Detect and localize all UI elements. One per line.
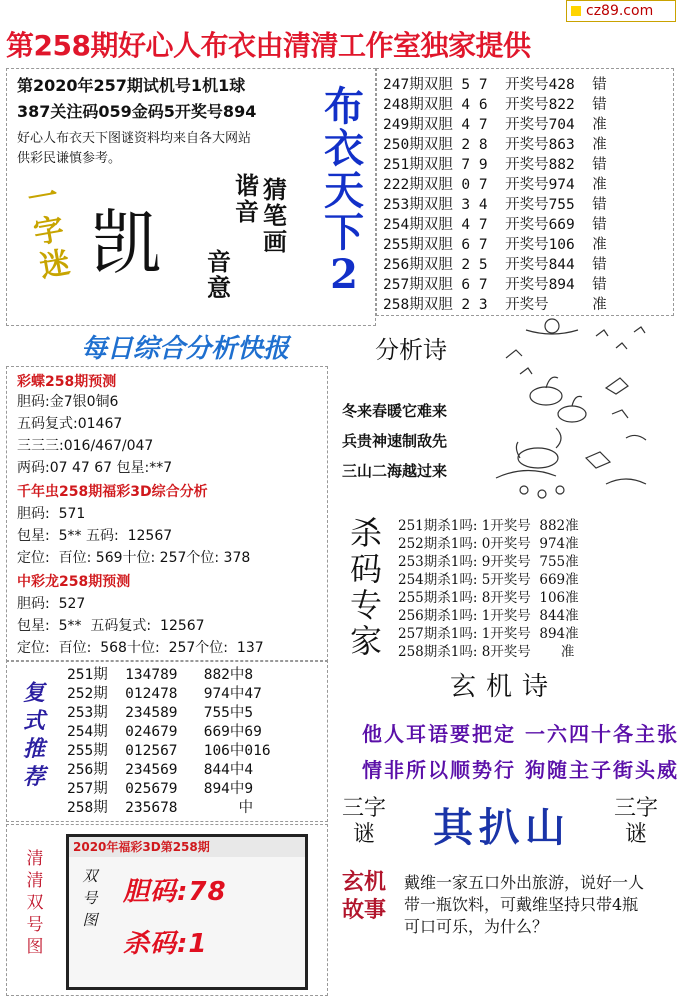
list-item: 251期杀1吗: 1开奖号 882准 xyxy=(398,518,579,534)
riddle-hint-col-1: 猜笔画 xyxy=(263,175,287,256)
fushi-label: 复式推荐 xyxy=(22,681,45,790)
table-row: 258期 235678 中 xyxy=(67,800,254,816)
trial-line-2: 387关注码059金码5开奖号894 xyxy=(17,102,257,121)
table-row: 256期 234569 844中4 xyxy=(67,762,254,778)
three-char-riddle-label-left: 三字谜 xyxy=(341,796,386,847)
list-item: 254期双胆 4 7 开奖号669 错 xyxy=(383,217,607,233)
panel-heading: 2020年福彩3D第258期 xyxy=(69,837,305,857)
story-label: 玄机故事 xyxy=(341,869,386,923)
qiannian-line: 定位: 百位: 569十位: 257个位: 378 xyxy=(17,550,251,566)
kill-expert-list xyxy=(394,512,674,662)
riddle-picture xyxy=(486,318,672,510)
qiannian-title: 千年虫258期福彩3D综合分析 xyxy=(17,484,208,500)
list-item: 255期双胆 6 7 开奖号106 准 xyxy=(383,237,607,253)
table-row: 255期 012567 106中016 xyxy=(67,743,271,759)
double-number-label: 清清双号图 xyxy=(26,849,44,957)
xuanji-line: 情非所以顺势行 狗随主子街头威 xyxy=(362,758,679,782)
caidie-title: 彩蝶258期预测 xyxy=(17,374,117,390)
zhongcai-line: 包星: 5** 五码复式: 12567 xyxy=(17,618,205,634)
zhongcai-line: 胆码: 527 xyxy=(17,596,86,612)
xuanji-poem xyxy=(336,708,679,798)
page-headline: 第258期好心人布衣由清清工作室独家提供 xyxy=(6,29,531,62)
sketch-illustration xyxy=(486,318,672,510)
riddle-hint-col-2: 谐音 xyxy=(235,171,259,226)
trial-line-1: 第2020年257期试机号1机1球 xyxy=(17,76,246,95)
list-item: 257期双胆 6 7 开奖号894 错 xyxy=(383,277,607,293)
table-row: 257期 025679 894中9 xyxy=(67,781,254,797)
kill-expert-label: 杀码专家 xyxy=(349,514,382,660)
site-badge-text: cz89.com xyxy=(586,3,654,19)
poem-title: 分析诗 xyxy=(375,336,447,364)
list-item: 258期杀1吗: 8开奖号 准 xyxy=(398,644,575,660)
list-item: 248期双胆 4 6 开奖号822 错 xyxy=(383,97,607,113)
one-char-riddle-label: 一字迷 xyxy=(25,178,73,285)
site-badge[interactable] xyxy=(566,0,676,22)
caidie-line: 五码复式:01467 xyxy=(17,416,123,432)
list-item: 254期杀1吗: 5开奖号 669准 xyxy=(398,572,579,588)
list-item: 255期杀1吗: 8开奖号 106准 xyxy=(398,590,579,606)
panel-subtitle: 双号图 xyxy=(82,867,98,929)
zhongcai-line: 定位: 百位: 568十位: 257个位: 137 xyxy=(17,640,264,656)
daily-analysis-title: 每日综合分析快报 xyxy=(80,334,289,364)
list-item: 253期杀1吗: 9开奖号 755准 xyxy=(398,554,579,570)
double-dan-list xyxy=(376,68,674,316)
xuanji-line: 他人耳语要把定 一六四十各主张 xyxy=(362,722,679,746)
list-item: 252期杀1吗: 0开奖号 974准 xyxy=(398,536,579,552)
panel-dan-code: 胆码:78 xyxy=(123,877,227,907)
list-item: 258期双胆 2 3 开奖号 准 xyxy=(383,297,607,313)
table-row: 251期 134789 882中8 xyxy=(67,667,254,683)
caidie-line: 两码:07 47 67 包星:**7 xyxy=(17,460,173,476)
caidie-line: 三三三:016/467/047 xyxy=(17,438,154,454)
poem-line: 三山二海越过来 xyxy=(342,462,448,480)
disclaimer-line-1: 好心人布衣天下图谜资料均来自各大网站 xyxy=(17,131,252,146)
qiannian-line: 包星: 5** 五码: 12567 xyxy=(17,528,173,544)
list-item: 257期杀1吗: 1开奖号 894准 xyxy=(398,626,579,642)
list-item: 247期双胆 5 7 开奖号428 错 xyxy=(383,77,607,93)
list-item: 253期双胆 3 4 开奖号755 错 xyxy=(383,197,607,213)
list-item: 250期双胆 2 8 开奖号863 准 xyxy=(383,137,607,153)
zhongcai-title: 中彩龙258期预测 xyxy=(17,574,131,590)
qiannian-line: 胆码: 571 xyxy=(17,506,86,522)
panel-kill-code: 杀码:1 xyxy=(123,929,208,959)
poem-line: 兵贵神速制敌先 xyxy=(342,432,448,450)
prediction-box xyxy=(6,366,328,662)
list-item: 249期双胆 4 7 开奖号704 准 xyxy=(383,117,607,133)
analysis-poem-box xyxy=(336,320,486,510)
badge-square-icon xyxy=(571,6,581,16)
list-item: 256期双胆 2 5 开奖号844 错 xyxy=(383,257,607,273)
trial-number-box xyxy=(6,68,376,326)
story-text: 戴维一家五口外出旅游，说好一人带一瓶饮料，可戴维坚持只带4瓶可口可乐，为什么？ xyxy=(404,873,645,936)
double-number-panel xyxy=(66,834,308,990)
fushi-box xyxy=(6,660,328,822)
list-item: 256期杀1吗: 1开奖号 844准 xyxy=(398,608,579,624)
poem-line: 冬来春暖它难来 xyxy=(342,402,448,420)
table-row: 253期 234589 755中5 xyxy=(67,705,254,721)
riddle-character: 凯 xyxy=(91,202,161,284)
xuanji-title: 玄机诗 xyxy=(449,672,558,702)
list-item: 222期双胆 0 7 开奖号974 准 xyxy=(383,177,607,193)
table-row: 252期 012478 974中47 xyxy=(67,686,262,702)
three-char-riddle-label-right: 三字谜 xyxy=(613,796,658,847)
three-char-riddle: 其扒山 xyxy=(433,804,571,851)
table-row: 254期 024679 669中69 xyxy=(67,724,262,740)
brand-vertical-title: 布衣天下2 xyxy=(324,83,364,298)
disclaimer-line-2: 供彩民谦慎参考。 xyxy=(17,151,122,166)
riddle-hint-col-3: 音意 xyxy=(207,247,231,302)
list-item: 251期双胆 7 9 开奖号882 错 xyxy=(383,157,607,173)
caidie-line: 胆码:金7银0铜6 xyxy=(17,394,119,410)
